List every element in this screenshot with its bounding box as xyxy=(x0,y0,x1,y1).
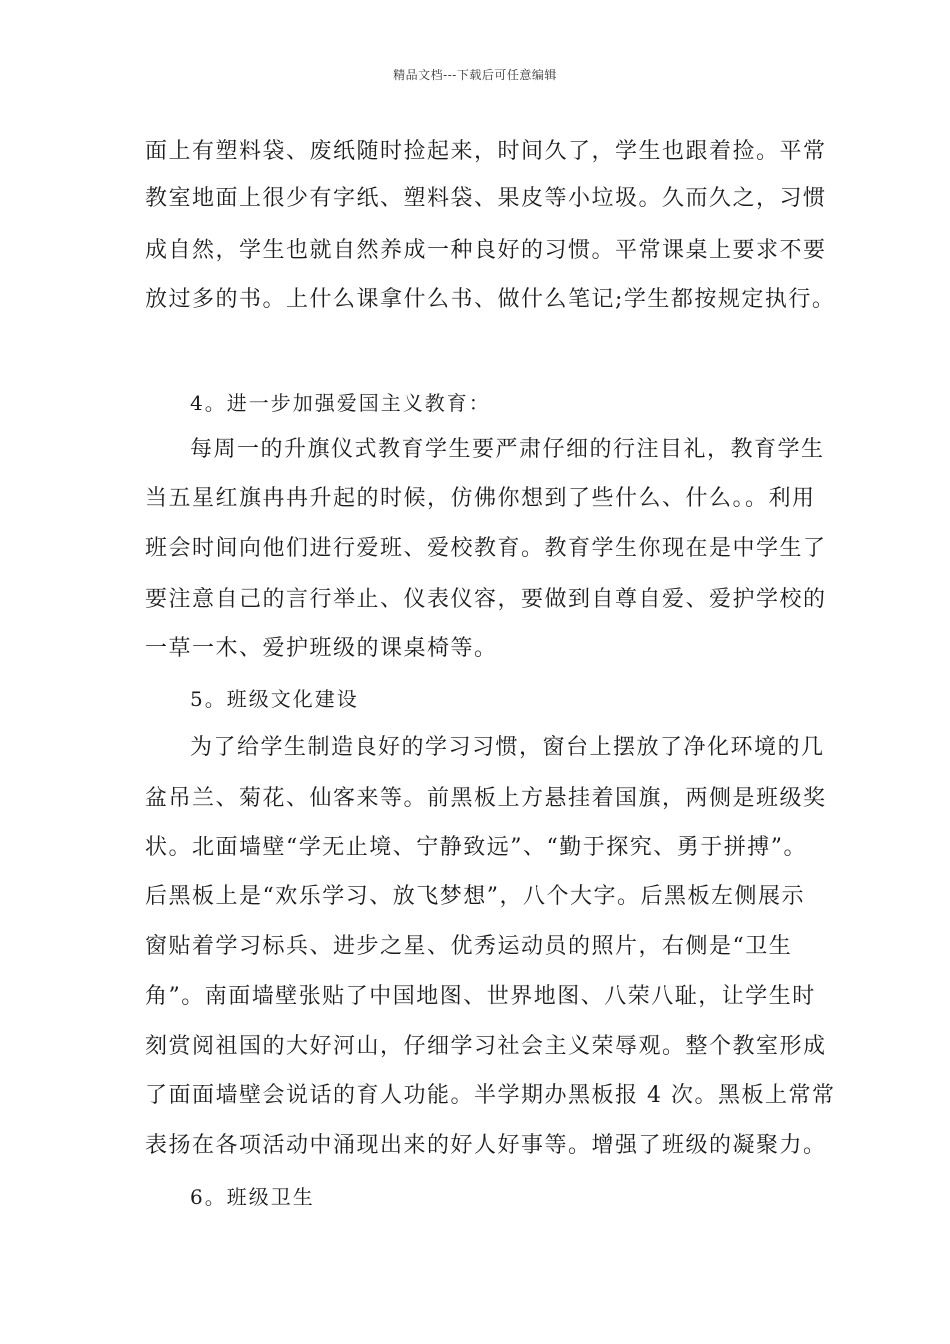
text-line: 状。北面墙壁“学无止境、宁静致远”、“勤于探究、勇于拼搏”。 xyxy=(145,835,807,860)
section-heading: 4。进一步加强爱国主义教育： xyxy=(190,391,491,415)
text-line: 窗贴着学习标兵、进步之星、优秀运动员的照片，右侧是“卫生 xyxy=(145,934,793,959)
text-line: 了面面墙壁会说话的育人功能。半学期办黑板报 4 次。黑板上常常 xyxy=(145,1083,836,1108)
text-line: 面上有塑料袋、废纸随时捡起来，时间久了，学生也跟着捡。平常 xyxy=(145,139,827,164)
text-line: 表扬在各项活动中涌现出来的好人好事等。增强了班级的凝聚力。 xyxy=(145,1133,827,1158)
text-line: 刻赏阅祖国的大好河山，仔细学习社会主义荣辱观。整个教室形成 xyxy=(145,1034,827,1059)
text-line: 放过多的书。上什么课拿什么书、做什么笔记;学生都按规定执行。 xyxy=(145,287,836,312)
text-line: 盆吊兰、菊花、仙客来等。前黑板上方悬挂着国旗，两侧是班级奖 xyxy=(145,786,827,811)
text-line: 为了给学生制造良好的学习习惯，窗台上摆放了净化环境的几 xyxy=(190,735,825,760)
text-line: 要注意自己的言行举止、仪表仪容，要做到自尊自爱、爱护学校的 xyxy=(145,587,827,612)
text-line: 班会时间向他们进行爱班、爱校教育。教育学生你现在是中学生了 xyxy=(145,536,827,561)
text-line: 角”。南面墙壁张贴了中国地图、世界地图、八荣八耻，让学生时 xyxy=(145,984,816,1009)
page-header: 精品文档---下载后可任意编辑 xyxy=(393,68,557,82)
text-line: 成自然，学生也就自然养成一种良好的习惯。平常课桌上要求不要 xyxy=(145,238,827,263)
text-line: 教室地面上很少有字纸、塑料袋、果皮等小垃圾。久而久之，习惯 xyxy=(145,186,827,211)
section-heading: 5。班级文化建设 xyxy=(190,687,359,711)
text-line: 每周一的升旗仪式教育学生要严肃仔细的行注目礼，教育学生 xyxy=(190,437,825,462)
text-line: 后黑板上是“欢乐学习、放飞梦想”，八个大字。后黑板左侧展示 xyxy=(145,884,805,909)
text-line: 当五星红旗冉冉升起的时候，仿佛你想到了些什么、什么。。利用 xyxy=(145,486,816,511)
text-line: 一草一木、爱护班级的课桌椅等。 xyxy=(145,636,498,661)
section-heading: 6。班级卫生 xyxy=(190,1185,315,1209)
